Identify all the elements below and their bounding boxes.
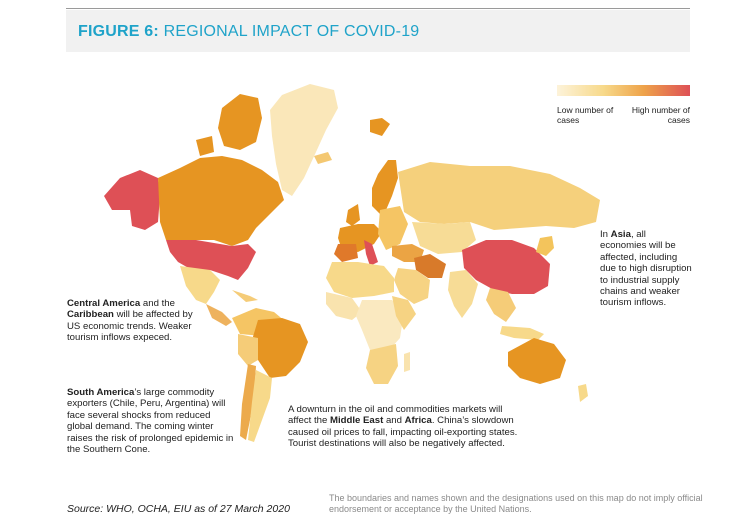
source-note: Source: WHO, OCHA, EIU as of 27 March 2020 (67, 503, 290, 515)
region-indonesia (500, 326, 544, 340)
note-asia: In Asia, all economies will be affected, including due to high disruption to industrial supply chains and weaker tourism inflows. (600, 229, 692, 309)
region-central-america (206, 304, 232, 326)
region-scandinavia (372, 160, 398, 214)
region-caribbean (232, 290, 258, 302)
note-central-america: Central America and the Caribbean will be affected by US economic trends. Weaker tourism inflows expeced. (67, 298, 193, 344)
region-madagascar (404, 352, 410, 372)
region-spain (334, 244, 358, 262)
region-brazil (252, 318, 308, 378)
region-iceland (314, 152, 332, 164)
legend-color-scale (557, 85, 690, 96)
disclaimer: The boundaries and names shown and the designations used on this map do not imply official endorsement or acceptance by the United Nations. (329, 493, 703, 514)
region-svalbard (370, 118, 390, 136)
region-canada-islands (218, 94, 262, 150)
region-europe-east (378, 206, 408, 250)
legend-high-label: High number of cases (631, 105, 690, 125)
region-peru-bolivia (238, 334, 258, 366)
region-africa-north (326, 262, 394, 298)
region-greenland (270, 84, 338, 196)
note-middle-east-africa: A downturn in the oil and commodities markets will affect the Middle East and Africa. China’s slowdown caused oil prices to fall, impacting oil-exporting states. Tourist destinations will also be negatively affected. (288, 404, 518, 450)
region-korea-japan (536, 236, 554, 256)
region-uk (346, 204, 360, 226)
region-australia (508, 338, 566, 384)
legend-low-label: Low number of cases (557, 105, 614, 125)
region-alaska (104, 170, 160, 230)
region-africa-south (366, 344, 398, 384)
region-new-zealand (578, 384, 588, 402)
region-canada (158, 156, 284, 246)
figure-title-text: REGIONAL IMPACT OF COVID-19 (163, 23, 420, 40)
region-italy (364, 240, 378, 266)
figure-label: FIGURE 6: (78, 23, 159, 40)
region-russia (398, 162, 600, 230)
note-south-america: South America’s large commodity exporters (Chile, Peru, Argentina) will face several shocks from reduced global demand. The coming winter raises the risk of prolonged epidemic in the Southern Cone. (67, 387, 234, 456)
